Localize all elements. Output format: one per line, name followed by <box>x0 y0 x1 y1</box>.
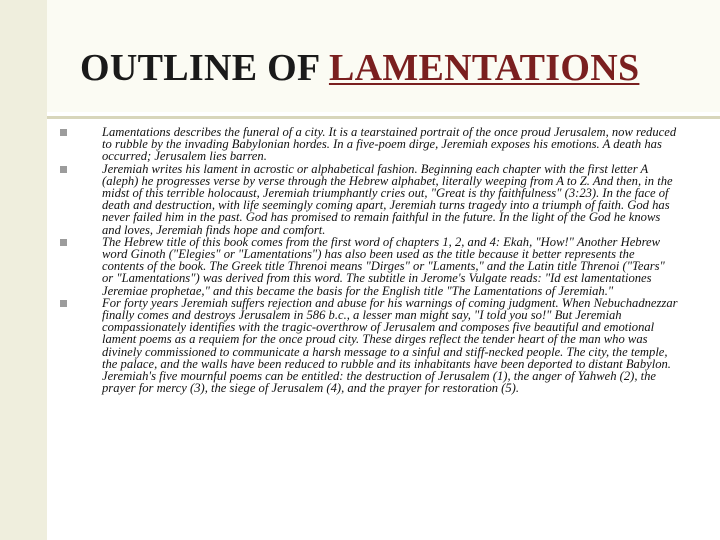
square-bullet-icon <box>60 166 67 173</box>
title-accent: LAMENTATIONS <box>328 47 640 89</box>
left-accent-bar <box>0 0 47 540</box>
bullet-text: The Hebrew title of this book comes from the first word of chapters 1, 2, and 4: Ekah, "How!" Another Hebrew word Ginoth ("Elegies" or "Lamentations") has also been used as the title because it better represents the contents of the book. The Greek title Threnoi means "Dirges" or "Laments," and the Latin title Threnoi ("Tears" or "Lamentations") was derived from this word. The subtitle in Jerome's Vulgate reads: "Id est lamentationes Jeremiae prophetae," and this became the basis for the English title "The Lamentations of Jeremiah." <box>102 234 665 298</box>
title-prefix: OUTLINE OF <box>80 47 329 89</box>
bullet-text: Lamentations describes the funeral of a city. It is a tearstained portrait of the once proud Jerusalem, now reduced to rubble by the invading Babylonian hordes. In a five-poem dirge, Jeremiah exposes his emotions. A death has occurred; Jerusalem lies barren. <box>102 125 677 164</box>
bullet-item <box>60 126 678 163</box>
bullet-item <box>60 163 678 236</box>
slide-title <box>80 46 639 90</box>
square-bullet-icon <box>60 129 67 136</box>
bullet-text: For forty years Jeremiah suffers rejection and abuse for his warnings of coming judgment. When Nebuchadnezzar finally comes and destroys Jerusalem in 586 b.c., a lesser man might say, "I told you so!" But Jeremiah compassionately identifies with the tragic-overthrow of Jerusalem and composes five beautiful and emotional lament poems as a requiem for the once proud city. These dirges reflect the tender heart of the man who was divinely commissioned to communicate a harsh message to a sinful and stiff-necked people. The city, the temple, the palace, and the walls have been reduced to rubble and its inhabitants have been deported to distant Babylon. Jeremiah's five mournful poems can be entitled: the destruction of Jerusalem (1), the anger of Yahweh (2), the prayer for mercy (3), the siege of Jerusalem (4), and the prayer for restoration (5). <box>102 295 678 396</box>
bullet-item <box>60 297 678 395</box>
square-bullet-icon <box>60 300 67 307</box>
bullet-text: Jeremiah writes his lament in acrostic or alphabetical fashion. Beginning each chapter with the first letter A (aleph) he progresses verse by verse through the Hebrew alphabet, literally weeping from A to Z. And then, in the midst of this terrible holocaust, Jeremiah triumphantly cries out, "Great is thy faithfulness" (3:23). In the face of death and destruction, with life seemingly coming apart, Jeremiah turns tragedy into a triumph of faith. God has never failed him in the past. God has promised to remain faithful in the future. In the light of the God he knows and loves, Jeremiah finds hope and comfort. <box>102 161 673 237</box>
square-bullet-icon <box>60 239 67 246</box>
bullet-list <box>60 126 678 394</box>
bullet-item <box>60 236 678 297</box>
title-divider <box>47 116 720 119</box>
